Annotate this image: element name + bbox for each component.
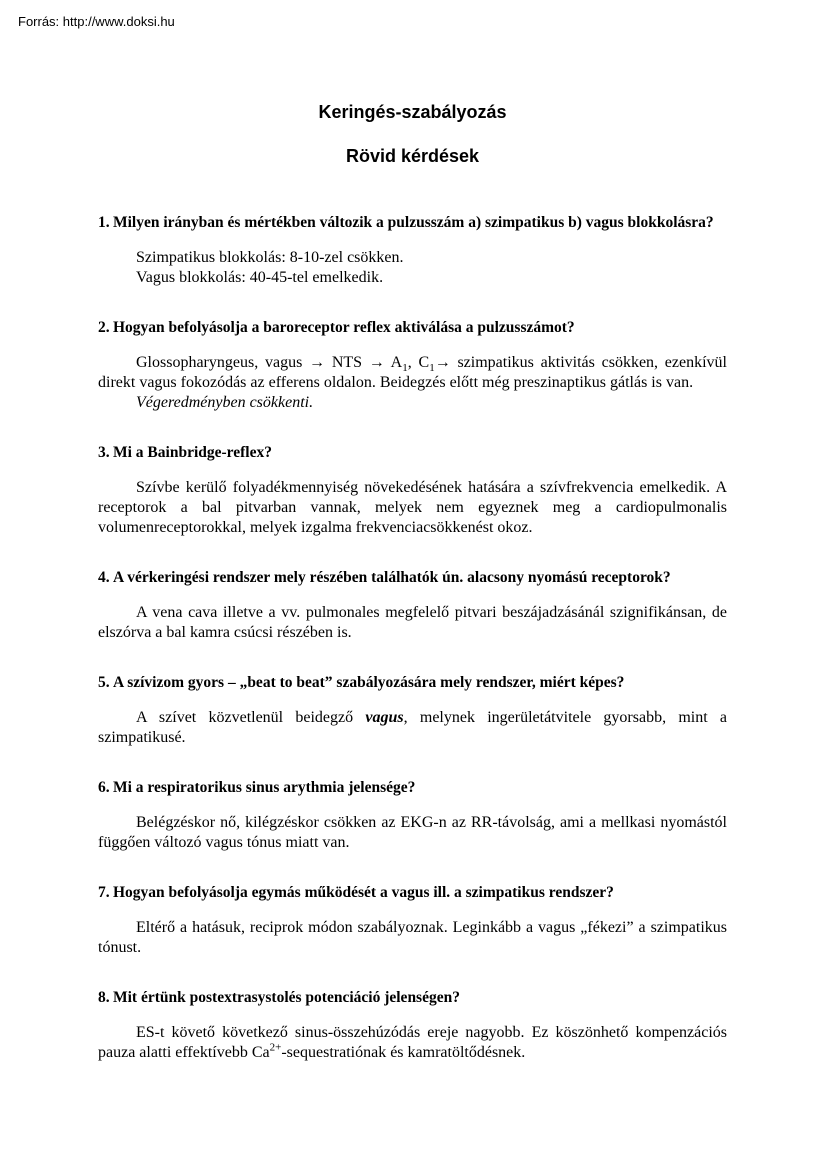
question-text: Hogyan befolyásolja a baroreceptor reflex aktiválása a pulzusszámot? (113, 319, 575, 336)
styled-text: 2+ (269, 1041, 282, 1054)
answer-paragraph: Glossopharyngeus, vagus → NTS → $A_1$, $C_1\to$ szimpatikus aktivitás csökken, ezenkívül direkt vagus fokozódás az efferens oldalon. Beidegzés előtt még preszinaptikus gátlás is van. (98, 354, 728, 391)
question-line (98, 988, 727, 1008)
source-note: Forrás: http://www.doksi.hu (18, 14, 175, 29)
question-number: 6. (98, 779, 110, 796)
qa-block-1 (98, 213, 727, 288)
answer-paragraph (136, 393, 727, 413)
question-text: Hogyan befolyásolja egymás működését a vagus ill. a szimpatikus rendszer? (113, 884, 614, 901)
question-line (98, 568, 727, 588)
answer-paragraph: ES-t követő következő sinus-összehúzódás ereje nagyobb. Ez köszönhető kompenzációs pauza alatti effektívebb $Ca^{2+}$-sequestratiónak és kamratöltődésnek. (98, 1024, 727, 1061)
qa-block-6 (98, 778, 727, 853)
answer-paragraph: Szívbe kerülő folyadékmennyiség növekedésének hatására a szívfrekvencia emelkedik. A receptorok a bal pitvarban vannak, melyek nem egyeznek meg a cardiopulmonalis volumenreceptorokkal, melyek izgalma frekvenciacsökkenést okoz. (98, 479, 727, 536)
question-number: 4. (98, 569, 110, 586)
qa-block-2 (98, 318, 727, 413)
page-subtitle: Rövid kérdések (345, 146, 480, 166)
question-number: 3. (98, 444, 110, 461)
question-number: 8. (98, 989, 110, 1006)
answer-paragraph: Eltérő a hatásuk, reciprok módon szabályoznak. Leginkább a vagus „fékezi” a szimpatikus tónust. (98, 919, 727, 956)
question-text: Mi a Bainbridge-reflex? (113, 444, 272, 461)
page-title: Keringés-szabályozás (318, 102, 507, 122)
question-text: Mi a respiratorikus sinus arythmia jelensége? (113, 779, 416, 796)
styled-text: vagus (365, 709, 404, 726)
qa-block-5 (98, 673, 727, 748)
question-line (98, 213, 727, 233)
question-text: A szívizom gyors – „beat to beat” szabályozására mely rendszer, miért képes? (113, 674, 625, 691)
question-line (98, 883, 727, 903)
answer-paragraph: Szimpatikus blokkolás: 8-10-zel csökken. (136, 249, 404, 266)
qa-block-7 (98, 883, 727, 958)
styled-text: 1 (402, 362, 408, 375)
question-line (98, 443, 727, 463)
qa-block-3 (98, 443, 727, 538)
question-number: 7. (98, 884, 110, 901)
styled-text: 1 (429, 362, 435, 375)
questions-list (98, 213, 727, 1063)
qa-block-4 (98, 568, 727, 643)
question-text: A vérkeringési rendszer mely részében találhatók ún. alacsony nyomású receptorok? (113, 569, 671, 586)
question-text: Milyen irányban és mértékben változik a pulzusszám a) szimpatikus b) vagus blokkolásra? (113, 214, 714, 231)
question-line (98, 673, 727, 693)
answer-paragraph: A szívet közvetlenül beidegző vagus, melynek ingerületátvitele gyorsabb, mint a szimpatikusé. (98, 709, 728, 746)
question-text: Mit értünk postextrasystolés potenciáció jelenségen? (113, 989, 460, 1006)
answer-paragraph: Belégzéskor nő, kilégzéskor csökken az EKG-n az RR-távolság, ami a mellkasi nyomástól függően változó vagus tónus miatt van. (98, 814, 727, 851)
question-line (98, 778, 727, 798)
answer-paragraph: Vagus blokkolás: 40-45-tel emelkedik. (136, 269, 384, 286)
answer-paragraph: A vena cava illetve a vv. pulmonales megfelelő pitvari beszájadzásánál szignifikánsan, de elszórva a bal kamra csúcsi részében is. (98, 604, 727, 641)
question-number: 2. (98, 319, 110, 336)
question-line (98, 318, 727, 338)
question-number: 1. (98, 214, 110, 231)
styled-text: Végeredményben csökkenti. (136, 394, 314, 411)
question-number: 5. (98, 674, 110, 691)
qa-block-8 (98, 988, 727, 1063)
